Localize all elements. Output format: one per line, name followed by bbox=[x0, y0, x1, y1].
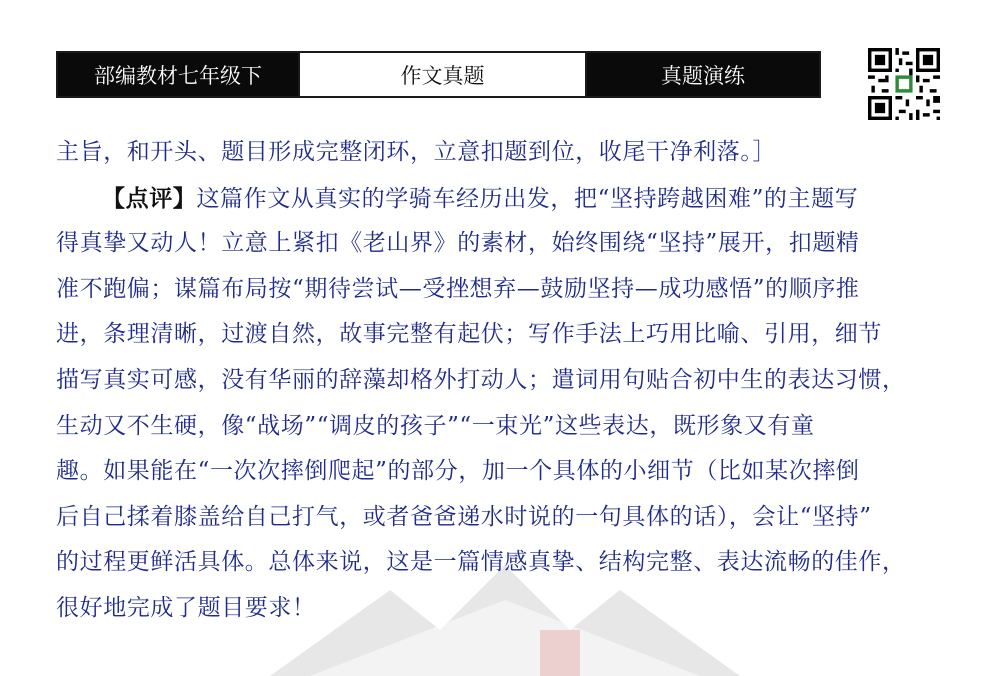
text-line: 趣。如果能在“一次次摔倒爬起”的部分，加一个具体的小细节（比如某次摔倒 bbox=[56, 458, 860, 485]
header-grade-label: 部编教材七年级下 bbox=[58, 53, 298, 96]
qr-code-icon bbox=[868, 48, 940, 120]
text-line: 后自己揉着膝盖给自己打气，或者爸爸递水时说的一句具体的话），会让“坚持” bbox=[56, 503, 872, 530]
essay-comment-body bbox=[56, 130, 946, 632]
text-line: 准不跑偏；谋篇布局按“期待尝试—受挫想弃—鼓励坚持—成功感悟”的顺序推 bbox=[56, 275, 860, 302]
header-section-title: 作文真题 bbox=[298, 53, 587, 96]
text-line: 得真挚又动人！立意上紧扣《老山界》的素材，始终围绕“坚持”展开，扣题精 bbox=[56, 230, 860, 257]
text-line: 这篇作文从真实的学骑车经历出发，把“坚持跨越困难”的主题写 bbox=[196, 185, 859, 212]
text-line: 很好地完成了题目要求！ bbox=[56, 594, 316, 621]
red-seal-stamp bbox=[540, 630, 580, 676]
header-practice-label: 真题演练 bbox=[587, 53, 819, 96]
text-line: 生动又不生硬，像“战场”“调皮的孩子”“一束光”这些表达，既形象又有童 bbox=[56, 412, 815, 439]
header-bar bbox=[56, 51, 821, 98]
comment-tag: 【点评】 bbox=[102, 184, 197, 212]
comment-first-line bbox=[56, 176, 946, 222]
text-line: 主旨，和开头、题目形成完整闭环，立意扣题到位，收尾干净利落。］ bbox=[56, 139, 777, 165]
text-line: 进，条理清晰，过渡自然，故事完整有起伏；写作手法上巧用比喻、引用，细节 bbox=[56, 321, 882, 348]
text-line: 的过程更鲜活具体。总体来说，这是一篇情感真挚、结构完整、表达流畅的佳作， bbox=[56, 549, 906, 576]
text-line: 描写真实可感，没有华丽的辞藻却格外打动人；遣词用句贴合初中生的表达习惯， bbox=[56, 366, 906, 393]
